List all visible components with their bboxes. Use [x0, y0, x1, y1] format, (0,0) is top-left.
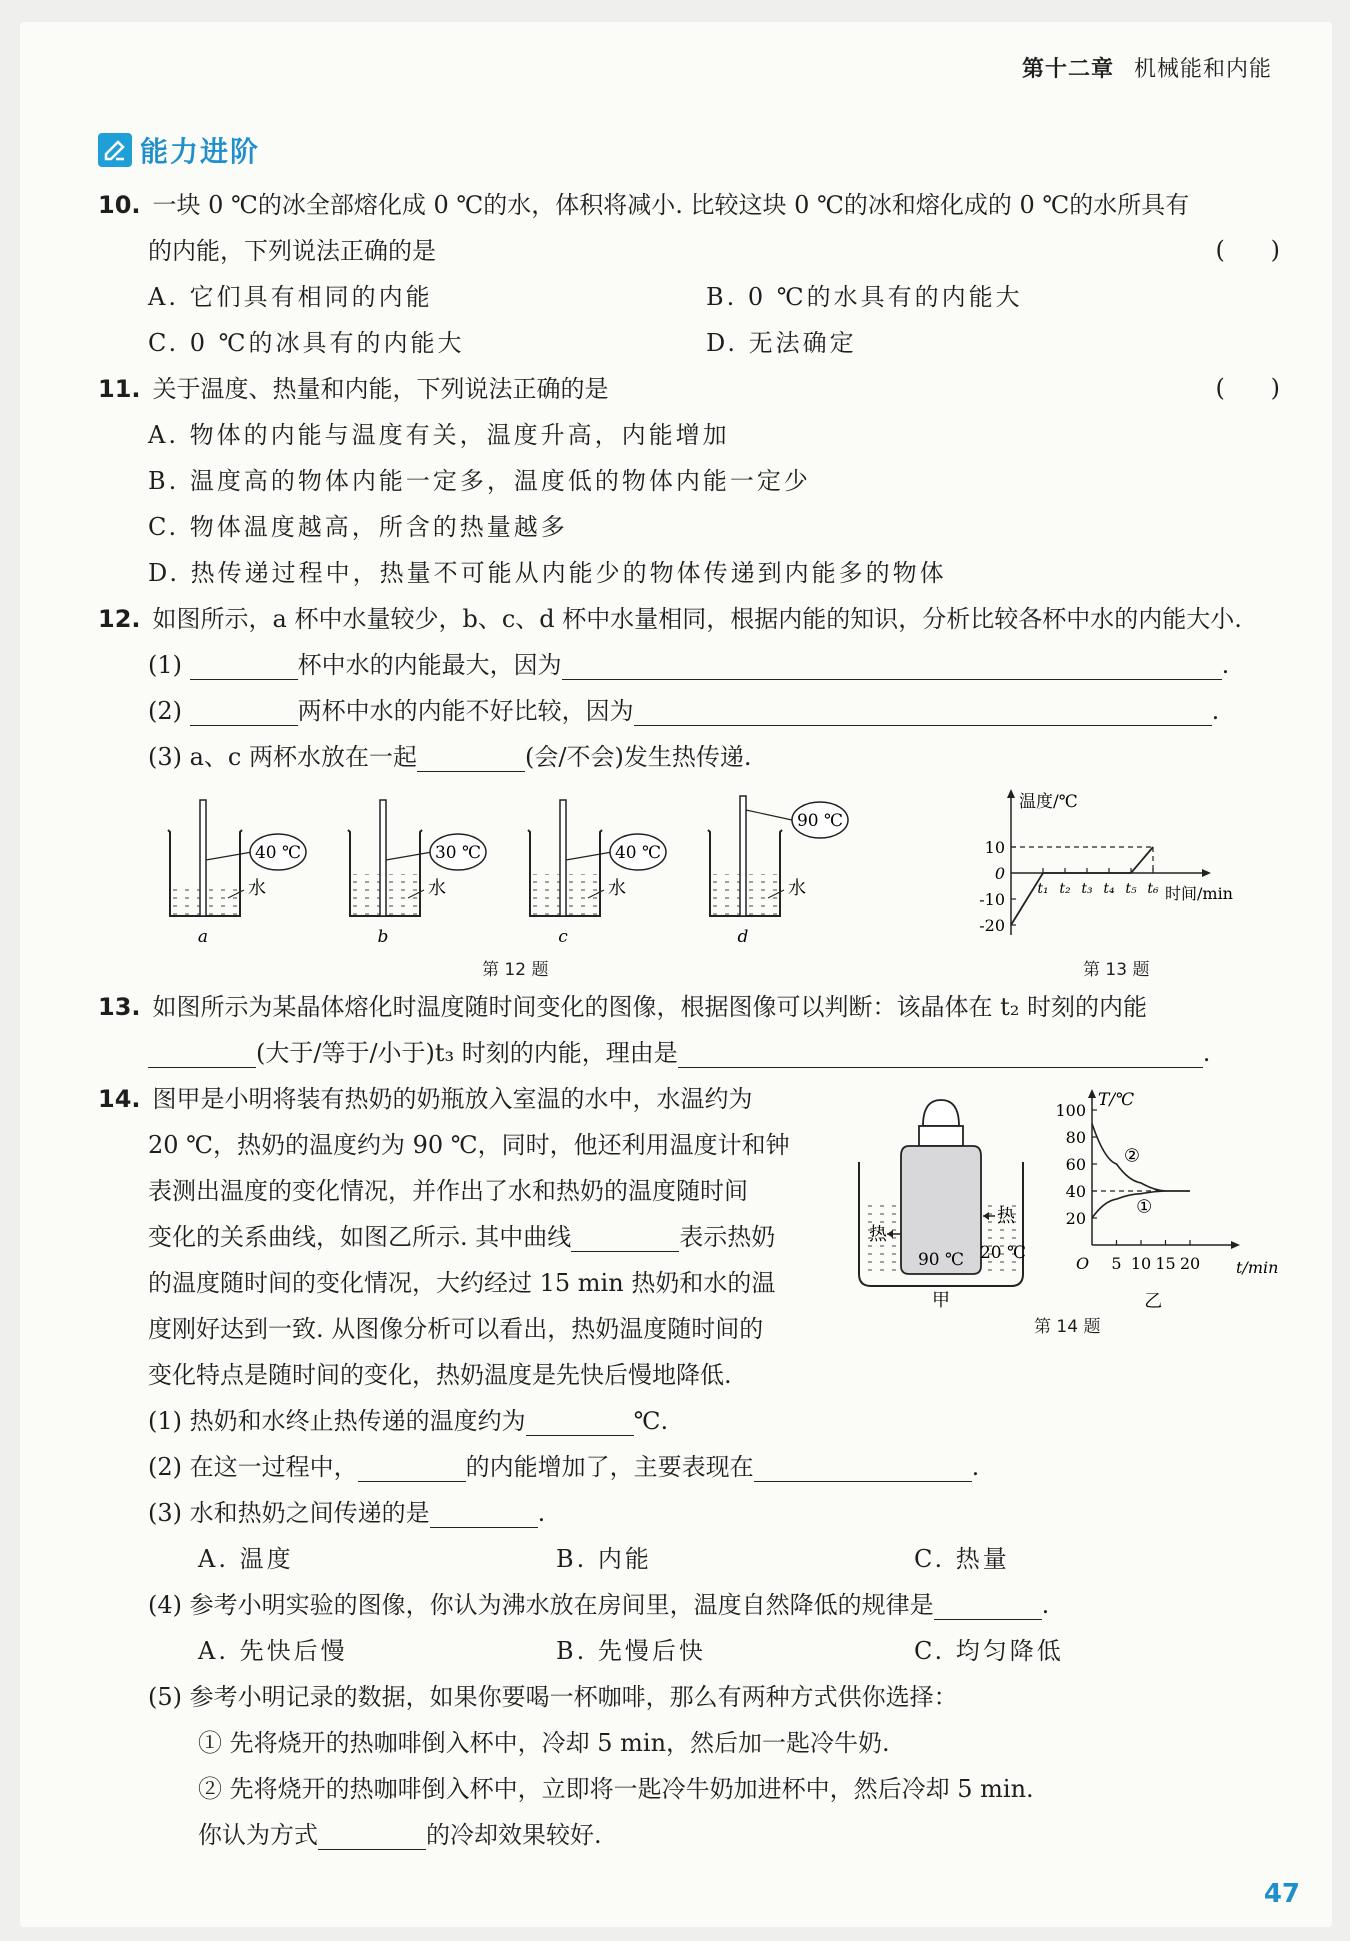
question-12: [98, 604, 1242, 634]
option-a: A. 先快后慢: [198, 1637, 348, 1665]
figure-caption: 第 12 题: [482, 960, 549, 980]
section-title: [98, 130, 260, 170]
beaker-figure: [160, 790, 920, 960]
x-tick-label: 15: [1155, 1254, 1176, 1273]
answer-blank[interactable]: [148, 1043, 256, 1068]
option-b: B. 先慢后快: [556, 1637, 706, 1665]
option-a: A. 它们具有相同的内能: [148, 283, 433, 311]
subquestion-2: (2) 两杯中水的内能不好比较，因为 .: [148, 697, 1220, 725]
answer-blank[interactable]: [358, 1457, 466, 1482]
water-label: 水: [428, 878, 446, 899]
x-tick-label: t₆: [1147, 881, 1159, 897]
answer-blank[interactable]: [190, 701, 298, 726]
option-c: C. 热量: [914, 1545, 1010, 1573]
figure-label-yi: 乙: [1144, 1291, 1163, 1310]
y-tick-label: 20: [1065, 1209, 1086, 1228]
y-axis-label: T/℃: [1098, 1090, 1135, 1110]
answer-blank[interactable]: [562, 655, 1222, 680]
beaker-c: [528, 800, 666, 947]
answer-blank[interactable]: [678, 1043, 1203, 1068]
origin-label: 0: [994, 864, 1005, 883]
x-axis-arrow: [1231, 1241, 1240, 1249]
y-tick-label: -20: [979, 916, 1005, 935]
question-stem-cont: 表测出温度的变化情况，并作出了水和热奶的温度随时间: [148, 1177, 748, 1205]
thermometer-reading: 90 ℃: [796, 811, 844, 831]
answer-bracket: ( ): [1215, 374, 1280, 402]
x-tick-label: t₅: [1125, 881, 1137, 897]
x-axis-arrow: [1202, 869, 1211, 877]
option-d: D. 无法确定: [706, 329, 857, 357]
choice-2: ② 先将烧开的热咖啡倒入杯中，立即将一匙冷牛奶加进杯中，然后冷却 5 min.: [198, 1775, 1034, 1803]
page-number: 47: [1263, 1879, 1300, 1909]
answer-blank[interactable]: [754, 1457, 972, 1482]
beaker-label: b: [377, 927, 389, 947]
figure-caption: 第 13 题: [1083, 960, 1150, 980]
x-tick-label: t₃: [1081, 881, 1093, 897]
question-stem-cont: 变化的关系曲线，如图乙所示. 其中曲线 表示热奶: [148, 1223, 776, 1251]
question-14: [98, 1084, 753, 1114]
question-stem-cont: 20 ℃，热奶的温度约为 90 ℃，同时，他还利用温度计和钟: [148, 1131, 790, 1159]
answer-blank[interactable]: [526, 1411, 634, 1436]
y-axis-arrow: [1007, 789, 1015, 798]
question-stem-cont: 度刚好达到一致. 从图像分析可以看出，热奶温度随时间的: [148, 1315, 764, 1343]
chart-14: [1040, 1085, 1310, 1310]
beaker-d: [708, 796, 848, 947]
section-title-text: 能力进阶: [140, 135, 261, 168]
y-tick-label: 80: [1065, 1128, 1086, 1147]
subquestion-1: (1) 杯中水的内能最大，因为 .: [148, 651, 1230, 679]
question-stem: 图甲是小明将装有热奶的奶瓶放入室温的水中，水温约为: [152, 1085, 753, 1113]
answer-bracket: ( ): [1215, 236, 1280, 264]
question-13: [98, 992, 1147, 1022]
x-axis-label: 时间/min: [1165, 884, 1233, 903]
subquestion-5-answer: 你认为方式 的冷却效果较好.: [198, 1821, 602, 1849]
x-tick-label: t₂: [1059, 881, 1071, 897]
question-number: 14.: [98, 1085, 141, 1113]
water-temp-label: 20 ℃: [979, 1243, 1027, 1263]
option-c: C. 0 ℃的冰具有的内能大: [148, 329, 465, 357]
y-tick-label: 40: [1065, 1182, 1086, 1201]
subquestion-5: (5) 参考小明记录的数据，如果你要喝一杯咖啡，那么有两种方式供你选择：: [148, 1683, 958, 1711]
question-stem: 关于温度、热量和内能，下列说法正确的是: [152, 375, 609, 403]
answer-blank[interactable]: [571, 1227, 679, 1252]
beaker-label: c: [558, 927, 568, 947]
question-stem: 如图所示为某晶体熔化时温度随时间变化的图像，根据图像可以判断：该晶体在 t₂ 时刻的内能: [152, 993, 1148, 1021]
question-number: 10.: [98, 191, 141, 219]
figure-caption: 第 14 题: [1034, 1317, 1101, 1337]
thermometer-reading: 40 ℃: [254, 843, 302, 863]
chapter-number: 第十二章: [1021, 57, 1114, 82]
curve-label: ②: [1123, 1145, 1140, 1167]
answer-blank[interactable]: [190, 655, 298, 680]
x-tick-label: t₁: [1037, 881, 1049, 897]
subquestion-3: (3) a、c 两杯水放在一起 (会/不会)发生热传递.: [148, 743, 752, 771]
y-tick-label: 60: [1065, 1155, 1086, 1174]
answer-blank[interactable]: [634, 701, 1212, 726]
question-13-cont: (大于/等于/小于)t₃ 时刻的内能，理由是 .: [148, 1038, 1210, 1068]
beaker-a: [168, 800, 306, 947]
bottle-figure: [855, 1090, 1035, 1310]
curve-milk: [1092, 1124, 1190, 1192]
water-label: 水: [248, 878, 266, 899]
y-tick-label: 10: [984, 838, 1005, 857]
origin-label: O: [1076, 1254, 1090, 1273]
water-label: 水: [608, 878, 626, 899]
y-axis-arrow: [1088, 1089, 1096, 1098]
thermometer-reading: 40 ℃: [614, 843, 662, 863]
subquestion-2: (2) 在这一过程中， 的内能增加了，主要表现在 .: [148, 1453, 980, 1481]
figure-label-jia: 甲: [932, 1290, 950, 1310]
x-tick-label: 5: [1111, 1254, 1122, 1273]
water-label: 水: [788, 878, 806, 899]
curve-label: ①: [1136, 1196, 1153, 1218]
y-axis-label: 温度/℃: [1019, 792, 1078, 812]
question-stem-cont: 的内能，下列说法正确的是: [148, 237, 436, 265]
option-a: A. 温度: [198, 1545, 294, 1573]
question-stem-cont: 的温度随时间的变化情况，大约经过 15 min 热奶和水的温: [148, 1269, 776, 1297]
option-a: A. 物体的内能与温度有关，温度升高，内能增加: [148, 421, 730, 449]
question-stem-cont: 变化特点是随时间的变化，热奶温度是先快后慢地降低.: [148, 1361, 732, 1389]
chart-13: [975, 785, 1295, 950]
y-tick-label: -10: [979, 890, 1005, 909]
option-b: B. 温度高的物体内能一定多，温度低的物体内能一定少: [148, 467, 811, 495]
question-stem: 一块 0 ℃的冰全部熔化成 0 ℃的水，体积将减小. 比较这块 0 ℃的冰和熔化成的 0 ℃的水所具有: [152, 191, 1190, 219]
page-header: [1022, 52, 1272, 83]
milk-temp-label: 90 ℃: [917, 1250, 965, 1270]
answer-blank[interactable]: [430, 1503, 538, 1528]
option-c: C. 均匀降低: [914, 1637, 1064, 1665]
beaker-b: [348, 800, 486, 947]
option-c: C. 物体温度越高，所含的热量越多: [148, 513, 568, 541]
question-number: 11.: [98, 375, 141, 403]
beaker-label: a: [197, 927, 209, 947]
answer-blank[interactable]: [934, 1595, 1042, 1620]
pencil-icon: [98, 133, 132, 167]
x-tick-label: t₄: [1103, 881, 1115, 897]
beaker-label: d: [737, 927, 749, 947]
question-11: [98, 374, 609, 404]
question-10: [98, 190, 1189, 220]
question-number: 12.: [98, 605, 141, 633]
x-tick-label: 20: [1179, 1254, 1201, 1273]
question-number: 13.: [98, 993, 141, 1021]
heat-label-right: 热: [997, 1206, 1015, 1227]
heat-label-left: 热: [869, 1224, 887, 1245]
subquestion-1: (1) 热奶和水终止热传递的温度约为 ℃.: [148, 1407, 669, 1435]
question-stem: 如图所示，a 杯中水量较少，b、c、d 杯中水量相同，根据内能的知识，分析比较各杯中水的内能大小.: [152, 605, 1242, 633]
option-b: B. 0 ℃的水具有的内能大: [706, 283, 1023, 311]
answer-blank[interactable]: [318, 1825, 426, 1850]
option-b: B. 内能: [556, 1545, 652, 1573]
option-d: D. 热传递过程中，热量不可能从内能少的物体传递到内能多的物体: [148, 559, 947, 587]
subquestion-3: (3) 水和热奶之间传递的是 .: [148, 1499, 546, 1527]
subquestion-4: (4) 参考小明实验的图像，你认为沸水放在房间里，温度自然降低的规律是 .: [148, 1591, 1050, 1619]
x-axis-label: t/min: [1236, 1258, 1279, 1277]
x-tick-label: 10: [1130, 1254, 1152, 1273]
y-tick-label: 100: [1055, 1101, 1086, 1120]
answer-blank[interactable]: [417, 747, 525, 772]
chapter-title: 机械能和内能: [1133, 57, 1272, 82]
thermometer-reading: 30 ℃: [434, 843, 482, 863]
choice-1: ① 先将烧开的热咖啡倒入杯中，冷却 5 min，然后加一匙冷牛奶.: [198, 1729, 890, 1757]
